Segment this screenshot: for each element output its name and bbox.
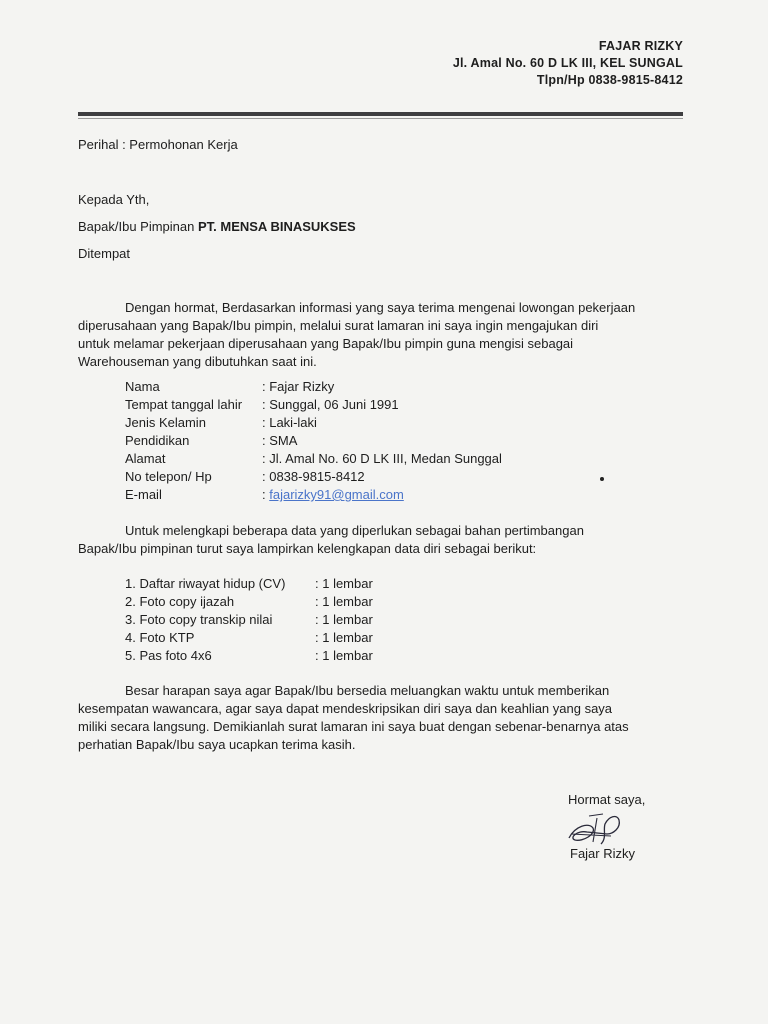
personal-label: Tempat tanggal lahir: [125, 397, 243, 412]
ink-speck: [600, 477, 604, 481]
personal-value: : Fajar Rizky: [262, 379, 335, 394]
attachment-item: 4. Foto KTP: [125, 630, 195, 645]
closing-paragraph: [78, 682, 698, 754]
closing-line: miliki secara langsung. Demikianlah surat lamaran ini saya buat dengan sebenar-benarnya atas: [78, 719, 629, 734]
sender-address: Jl. Amal No. 60 D LK III, KEL SUNGAL: [452, 56, 683, 70]
header-divider-thin: [78, 118, 683, 119]
recipient-prefix: Bapak/Ibu Pimpinan: [78, 219, 198, 234]
intro-line: Warehouseman yang dibutuhkan saat ini.: [78, 354, 317, 369]
personal-label: Alamat: [125, 451, 166, 466]
personal-value: : SMA: [262, 433, 298, 448]
attachments-intro-line: Untuk melengkapi beberapa data yang diperlukan sebagai bahan pertimbangan: [125, 523, 584, 538]
closing-line: perhatian Bapak/Ibu saya ucapkan terima kasih.: [78, 737, 356, 752]
sender-name: FAJAR RIZKY: [598, 39, 683, 53]
attachment-qty: : 1 lembar: [315, 576, 373, 591]
signatory-name: Fajar Rizky: [570, 846, 636, 861]
intro-line: untuk melamar pekerjaan diperusahaan yang Bapak/Ibu pimpin guna mengisi sebagai: [78, 336, 574, 351]
attachment-qty: : 1 lembar: [315, 594, 373, 609]
personal-label: Pendidikan: [125, 433, 190, 448]
regards-text: Hormat saya,: [568, 792, 646, 807]
attachment-item: 5. Pas foto 4x6: [125, 648, 212, 663]
recipient-greeting: Kepada Yth,: [78, 192, 150, 207]
sender-phone: Tlpn/Hp 0838-9815-8412: [536, 73, 683, 87]
personal-label: No telepon/ Hp: [125, 469, 212, 484]
attachments-intro-line: Bapak/Ibu pimpinan turut saya lampirkan kelengkapan data diri sebagai berikut:: [78, 541, 537, 556]
personal-value: : Laki-laki: [262, 415, 317, 430]
attachment-qty: : 1 lembar: [315, 630, 373, 645]
intro-paragraph: [78, 299, 698, 371]
recipient-line: [78, 218, 356, 236]
header-divider: [78, 112, 683, 116]
closing-line: Besar harapan saya agar Bapak/Ibu bersedia meluangkan waktu untuk memberikan: [125, 683, 610, 698]
personal-value: : Jl. Amal No. 60 D LK III, Medan Sunggal: [262, 451, 502, 466]
attachment-item: 1. Daftar riwayat hidup (CV): [125, 576, 286, 591]
attachment-qty: : 1 lembar: [315, 648, 373, 663]
email-link[interactable]: fajarizky91@gmail.com: [269, 487, 404, 502]
intro-line: Dengan hormat, Berdasarkan informasi yang saya terima mengenai lowongan pekerjaan: [125, 300, 636, 315]
personal-value: : Sunggal, 06 Juni 1991: [262, 397, 399, 412]
email-prefix: :: [262, 487, 270, 502]
recipient-company: PT. MENSA BINASUKSES: [197, 219, 356, 234]
subject-line: Perihal : Permohonan Kerja: [78, 137, 238, 152]
intro-line: diperusahaan yang Bapak/Ibu pimpin, melalui surat lamaran ini saya ingin mengajukan diri: [78, 318, 599, 333]
attachment-item: 2. Foto copy ijazah: [125, 594, 235, 609]
closing-line: kesempatan wawancara, agar saya dapat mendeskripsikan diri saya dan keahlian yang saya: [78, 701, 613, 716]
personal-value: [262, 486, 404, 504]
sender-header: [453, 38, 683, 89]
attachment-item: 3. Foto copy transkip nilai: [125, 612, 273, 627]
personal-value: : 0838-9815-8412: [262, 469, 365, 484]
attachments-intro: [78, 522, 698, 558]
personal-label: Jenis Kelamin: [125, 415, 206, 430]
personal-label: Nama: [125, 379, 160, 394]
personal-label: E-mail: [125, 487, 162, 502]
recipient-place: Ditempat: [78, 246, 131, 261]
attachment-qty: : 1 lembar: [315, 612, 373, 627]
